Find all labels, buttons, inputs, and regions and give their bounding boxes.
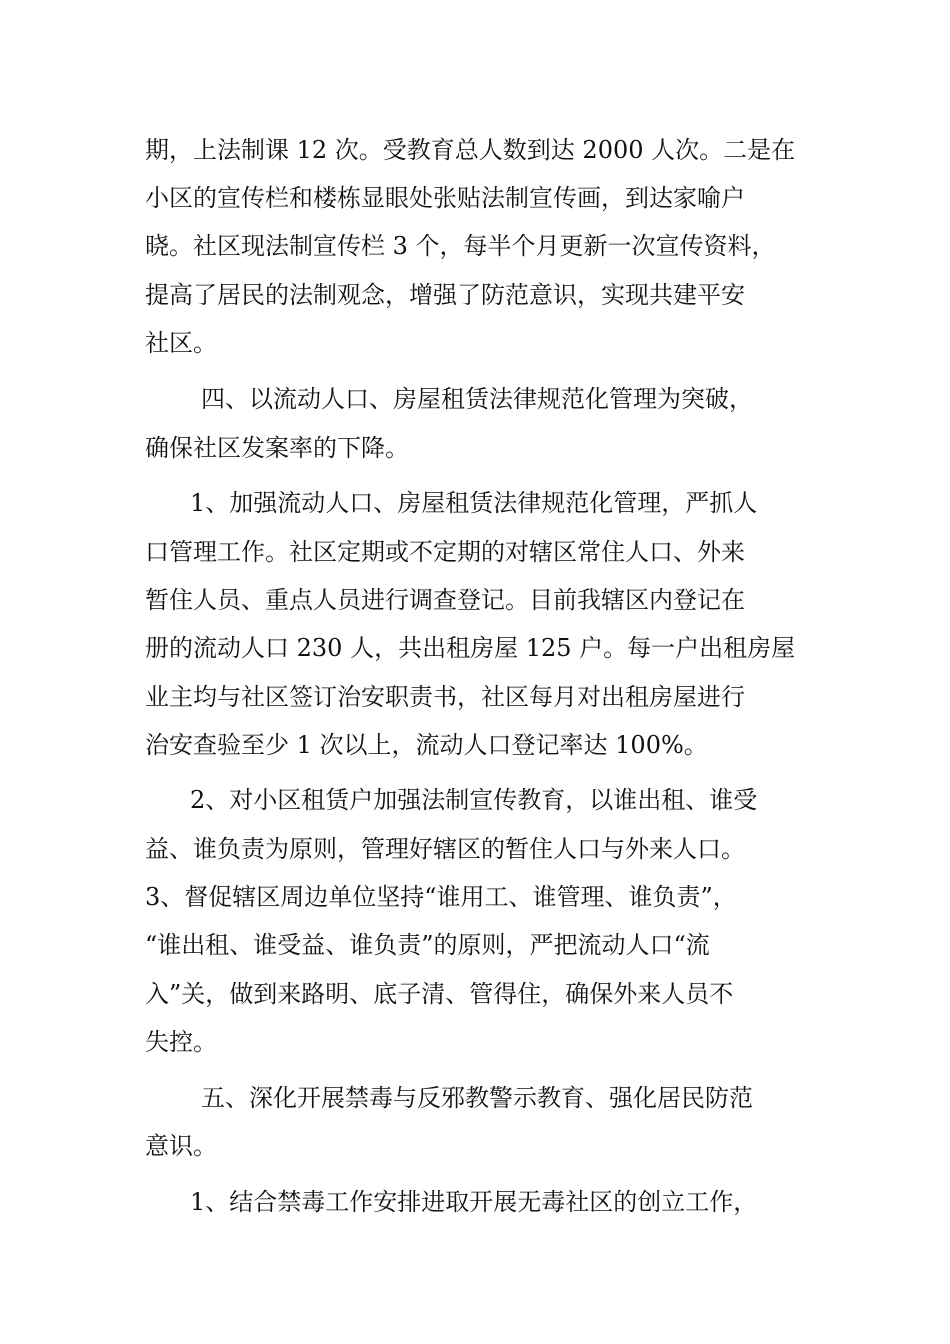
text-line-8: 1、加强流动人口、房屋租赁法律规范化管理，严抓人 (190, 489, 758, 517)
text-line-4: 提高了居民的法制观念，增强了防范意识，实现共建平安 (145, 281, 745, 309)
text-line-18: 入”关，做到来路明、底子清、管得住，确保外来人员不 (145, 980, 734, 1008)
section-heading-4-cont: 确保社区发案率的下降。 (145, 434, 409, 462)
text-line-1: 期，上法制课 12 次。受教育总人数到达 2000 人次。二是在 (145, 136, 796, 164)
section-heading-5: 五、深化开展禁毒与反邪教警示教育、强化居民防范 (201, 1084, 753, 1112)
text-line-5: 社区。 (145, 329, 217, 357)
text-line-13: 治安查验至少 1 次以上，流动人口登记率达 100%。 (145, 731, 708, 759)
text-line-22: 1、结合禁毒工作安排进取开展无毒社区的创立工作， (190, 1188, 758, 1216)
text-line-3: 晓。社区现法制宣传栏 3 个，每半个月更新一次宣传资料， (145, 232, 776, 260)
text-line-11: 册的流动人口 230 人，共出租房屋 125 户。每一户出租房屋 (145, 634, 796, 662)
text-line-10: 暂住人员、重点人员进行调查登记。目前我辖区内登记在 (145, 586, 745, 614)
section-heading-4: 四、以流动人口、房屋租赁法律规范化管理为突破， (201, 385, 753, 413)
text-line-17: “谁出租、谁受益、谁负责”的原则，严把流动人口“流 (145, 931, 710, 959)
text-line-12: 业主均与社区签订治安职责书，社区每月对出租房屋进行 (145, 683, 745, 711)
text-line-19: 失控。 (145, 1028, 217, 1056)
text-line-16: 3、督促辖区周边单位坚持“谁用工、谁管理、谁负责”， (145, 883, 737, 911)
text-line-15: 益、谁负责为原则，管理好辖区的暂住人口与外来人口。 (145, 835, 745, 863)
text-line-14: 2、对小区租赁户加强法制宣传教育，以谁出租、谁受 (190, 786, 758, 814)
text-line-9: 口管理工作。社区定期或不定期的对辖区常住人口、外来 (145, 538, 745, 566)
text-line-2: 小区的宣传栏和楼栋显眼处张贴法制宣传画，到达家喻户 (145, 184, 745, 212)
section-heading-5-cont: 意识。 (145, 1132, 217, 1160)
